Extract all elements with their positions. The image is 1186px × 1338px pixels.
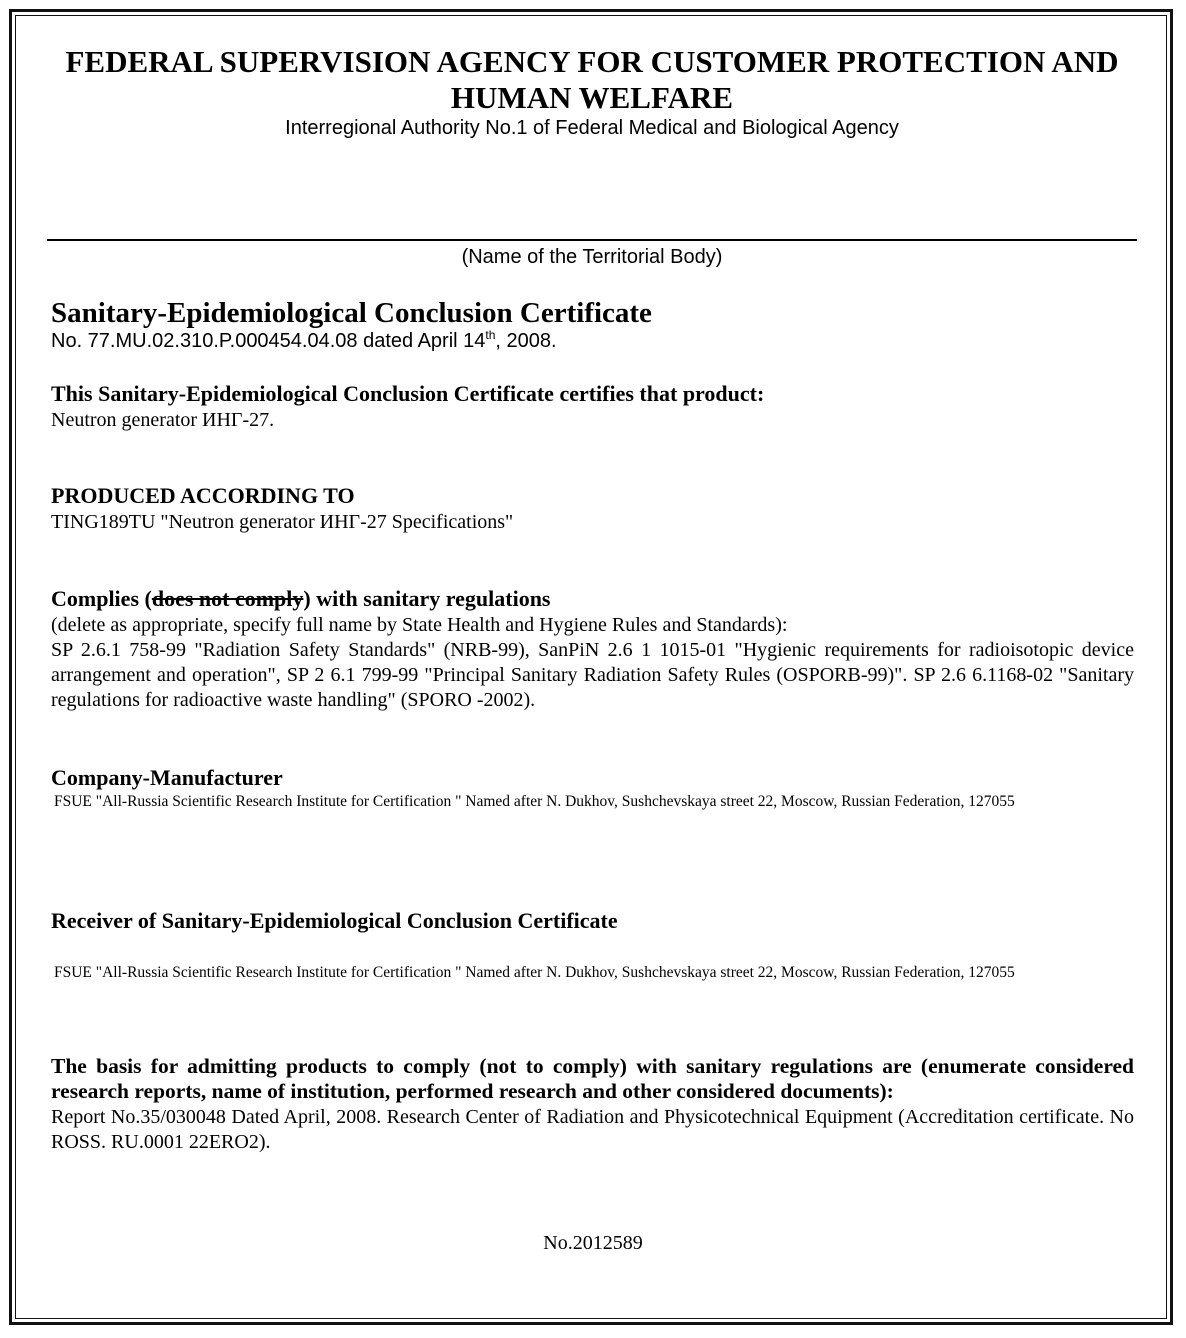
produced-heading: PRODUCED ACCORDING TO: [51, 483, 355, 508]
certificate-number-main: No. 77.MU.02.310.P.000454.04.08 dated April 14: [51, 330, 486, 352]
agency-subtitle: Interregional Authority No.1 of Federal Medical and Biological Agency: [285, 117, 899, 139]
product-heading: This Sanitary-Epidemiological Conclusion Certificate certifies that product:: [51, 381, 765, 406]
territorial-body-line: [47, 239, 1137, 241]
form-number: No.2012589: [543, 1232, 643, 1254]
compliance-note: (delete as appropriate, specify full name by State Health and Hygiene Rules and Standards):: [51, 614, 788, 636]
compliance-struck-text: does not comply: [151, 586, 304, 611]
certificate-number-year: , 2008.: [495, 330, 557, 352]
compliance-heading-end: ) with sanitary regulations: [303, 586, 551, 611]
receiver-heading: Receiver of Sanitary-Epidemiological Conclusion Certificate: [51, 908, 618, 933]
compliance-regulations: SP 2.6.1 758-99 "Radiation Safety Standards" (NRB-99), SanPiN 2.6 1 1015-01 "Hygienic requirements for radioisotopic device arrangement and operation", SP 2 6.1 799-99 "Principal Sanitary Radiation Safety Rules (OSPORB-99)". SP 2.6 6.1168-02 "Sanitary regulations for radioactive waste handling" (SPORO -2002).: [51, 639, 1134, 711]
certificate-number-sup: th: [485, 328, 496, 342]
manufacturer-heading: Company-Manufacturer: [51, 765, 283, 790]
compliance-heading: [51, 586, 551, 612]
produced-text: TING189TU "Neutron generator ИНГ-27 Specifications": [51, 511, 514, 533]
product-text: Neutron generator ИНГ-27.: [51, 409, 275, 431]
certificate-title: Sanitary-Epidemiological Conclusion Certificate: [51, 297, 652, 329]
territorial-body-caption: (Name of the Territorial Body): [461, 246, 723, 268]
receiver-text: FSUE "All-Russia Scientific Research Institute for Certification " Named after N. Dukhov, Sushchevskaya street 22, Moscow, Russian Federation, 127055: [54, 964, 1015, 981]
compliance-heading-start: Complies (: [51, 586, 152, 611]
certificate-number: [51, 329, 557, 353]
agency-title: FEDERAL SUPERVISION AGENCY FOR CUSTOMER PROTECTION AND HUMAN WELFARE: [65, 44, 1119, 115]
basis-heading: The basis for admitting products to comply (not to comply) with sanitary regulations are (enumerate considered research reports, name of institution, performed research and other considered documents):: [51, 1054, 1134, 1103]
manufacturer-text: FSUE "All-Russia Scientific Research Institute for Certification " Named after N. Dukhov, Sushchevskaya street 22, Moscow, Russian Federation, 127055: [54, 793, 1015, 810]
basis-text: Report No.35/030048 Dated April, 2008. Research Center of Radiation and Physicotechnical Equipment (Accreditation certificate. No ROSS. RU.0001 22ERO2).: [51, 1106, 1134, 1153]
